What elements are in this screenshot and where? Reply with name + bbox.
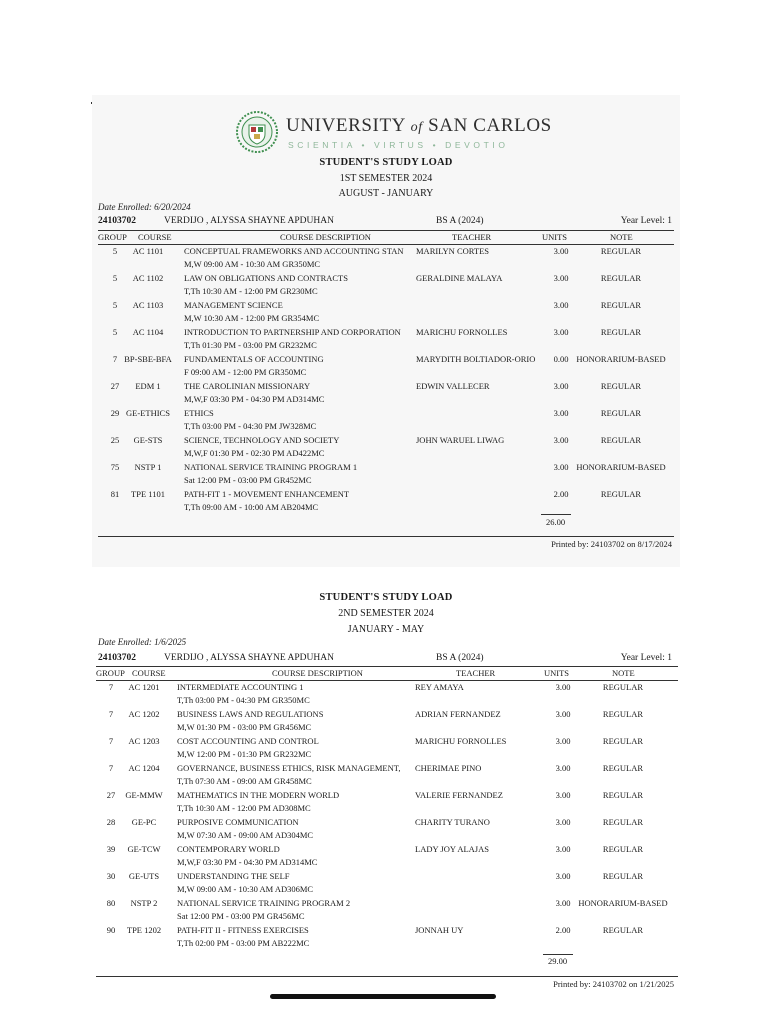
course-code: AC 1202 [128, 709, 160, 719]
course-note: REGULAR [602, 817, 644, 827]
course-note: HONORARIUM-BASED [578, 898, 668, 908]
course-description: ETHICS [184, 408, 214, 418]
course-group: 7 [108, 763, 114, 773]
course-code: AC 1201 [128, 682, 160, 692]
course-units: 3.00 [555, 682, 571, 692]
university-header [92, 111, 680, 155]
course-note: REGULAR [602, 736, 644, 746]
course-row [92, 790, 680, 817]
course-units: 3.00 [553, 273, 569, 283]
course-note: REGULAR [602, 790, 644, 800]
course-group: 5 [112, 300, 118, 310]
course-units: 3.00 [555, 844, 571, 854]
course-note: HONORARIUM-BASED [576, 354, 666, 364]
university-seal-icon [236, 111, 278, 153]
course-row [92, 300, 680, 327]
course-teacher: MARICHU FORNOLLES [415, 736, 507, 746]
course-code: GE-UTS [128, 871, 160, 881]
course-group: 25 [110, 435, 120, 445]
course-row [92, 435, 680, 462]
course-note: REGULAR [600, 381, 642, 391]
course-code: AC 1203 [128, 736, 160, 746]
course-teacher: JONNAH UY [415, 925, 464, 935]
program: BS A (2024) [436, 653, 484, 663]
student-info [98, 653, 672, 667]
study-load-2nd-semester [92, 578, 680, 998]
course-teacher: EDWIN VALLECER [416, 381, 490, 391]
course-code: GE-ETHICS [126, 408, 170, 418]
course-row [92, 273, 680, 300]
course-description: COST ACCOUNTING AND CONTROL [177, 736, 319, 746]
period-label: JANUARY - MAY [347, 624, 425, 635]
course-note: REGULAR [602, 871, 644, 881]
course-group: 5 [112, 273, 118, 283]
course-description: LAW ON OBLIGATIONS AND CONTRACTS [184, 273, 348, 283]
document-title: STUDENT'S STUDY LOAD [319, 157, 453, 168]
course-row [92, 354, 680, 381]
course-schedule: T,Th 03:00 PM - 04:30 PM JW328MC [184, 421, 317, 431]
course-teacher: MARILYN CORTES [416, 246, 490, 256]
date-enrolled: Date Enrolled: 6/20/2024 [98, 202, 191, 212]
course-description: PURPOSIVE COMMUNICATION [177, 817, 299, 827]
course-note: REGULAR [600, 246, 642, 256]
semester-label: 2ND SEMESTER 2024 [338, 608, 434, 619]
course-code: TPE 1101 [131, 489, 165, 499]
col-teacher: TEACHER [456, 668, 496, 678]
course-row [92, 489, 680, 516]
course-code: GE-MMW [125, 790, 163, 800]
course-description: GOVERNANCE, BUSINESS ETHICS, RISK MANAGEMENT, [177, 763, 401, 773]
course-list [92, 682, 680, 952]
col-units: UNITS [542, 232, 568, 242]
course-group: 80 [106, 898, 116, 908]
course-group: 90 [106, 925, 116, 935]
course-note: REGULAR [600, 273, 642, 283]
course-code: GE-TCW [127, 844, 161, 854]
course-description: THE CAROLINIAN MISSIONARY [184, 381, 311, 391]
course-schedule: M,W 01:30 PM - 03:00 PM GR456MC [177, 722, 312, 732]
period-label: AUGUST - JANUARY [338, 188, 434, 199]
course-units: 3.00 [553, 408, 569, 418]
course-description: UNDERSTANDING THE SELF [177, 871, 290, 881]
course-description: BUSINESS LAWS AND REGULATIONS [177, 709, 324, 719]
student-id: 24103702 [98, 216, 136, 226]
course-note: REGULAR [602, 844, 644, 854]
col-units: UNITS [544, 668, 570, 678]
course-note: REGULAR [600, 435, 642, 445]
course-row [92, 381, 680, 408]
year-level: Year Level: 1 [620, 653, 672, 663]
year-level: Year Level: 1 [620, 216, 672, 226]
course-units: 3.00 [555, 790, 571, 800]
course-teacher: REY AMAYA [415, 682, 464, 692]
course-row [92, 709, 680, 736]
footer-rule [96, 976, 678, 977]
header-rule-top [98, 230, 674, 231]
course-row [92, 736, 680, 763]
col-group: GROUP [96, 668, 125, 678]
course-group: 7 [108, 709, 114, 719]
course-code: AC 1204 [128, 763, 160, 773]
document-title: STUDENT'S STUDY LOAD [319, 592, 453, 603]
program: BS A (2024) [436, 216, 484, 226]
col-note: NOTE [610, 232, 633, 242]
course-row [92, 682, 680, 709]
course-note: HONORARIUM-BASED [576, 462, 666, 472]
course-row [92, 871, 680, 898]
student-name: VERDIJO , ALYSSA SHAYNE APDUHAN [164, 653, 334, 663]
course-row [92, 844, 680, 871]
course-schedule: T,Th 10:30 AM - 12:00 PM GR230MC [184, 286, 318, 296]
course-schedule: M,W 09:00 AM - 10:30 AM AD306MC [177, 884, 314, 894]
study-load-1st-semester [92, 95, 680, 567]
course-teacher: CHARITY TURANO [415, 817, 490, 827]
course-teacher: GERALDINE MALAYA [416, 273, 503, 283]
course-description: CONCEPTUAL FRAMEWORKS AND ACCOUNTING STAN [184, 246, 404, 256]
course-units: 2.00 [553, 489, 569, 499]
date-enrolled: Date Enrolled: 1/6/2025 [98, 637, 187, 647]
table-header [92, 232, 680, 244]
col-group: GROUP [98, 232, 127, 242]
course-code: BP-SBE-BFA [124, 354, 172, 364]
header-rule-bottom [96, 680, 678, 681]
course-units: 3.00 [555, 898, 571, 908]
col-course: COURSE [138, 232, 172, 242]
footer-rule [98, 536, 674, 537]
course-note: REGULAR [602, 925, 644, 935]
course-teacher: LADY JOY ALAJAS [415, 844, 489, 854]
printed-by: Printed by: 24103702 on 8/17/2024 [551, 539, 672, 549]
course-note: REGULAR [602, 682, 644, 692]
course-note: REGULAR [602, 709, 644, 719]
course-description: MATHEMATICS IN THE MODERN WORLD [177, 790, 340, 800]
course-note: REGULAR [600, 408, 642, 418]
course-group: 7 [108, 736, 114, 746]
course-note: REGULAR [600, 327, 642, 337]
header-rule-top [96, 666, 678, 667]
course-schedule: T,Th 01:30 PM - 03:00 PM GR232MC [184, 340, 317, 350]
course-units: 3.00 [553, 381, 569, 391]
total-units: 26.00 [546, 517, 566, 527]
course-units: 0.00 [553, 354, 569, 364]
course-group: 75 [110, 462, 120, 472]
course-schedule: M,W 09:00 AM - 10:30 AM GR350MC [184, 259, 321, 269]
course-code: NSTP 2 [130, 898, 158, 908]
course-row [92, 246, 680, 273]
col-teacher: TEACHER [452, 232, 492, 242]
course-note: REGULAR [602, 763, 644, 773]
course-schedule: T,Th 10:30 AM - 12:00 PM AD308MC [177, 803, 311, 813]
course-list [92, 246, 680, 516]
course-description: CONTEMPORARY WORLD [177, 844, 280, 854]
student-id: 24103702 [98, 653, 136, 663]
course-description: NATIONAL SERVICE TRAINING PROGRAM 2 [177, 898, 351, 908]
course-group: 29 [110, 408, 120, 418]
course-row [92, 763, 680, 790]
course-schedule: M,W 12:00 PM - 01:30 PM GR232MC [177, 749, 312, 759]
course-description: MANAGEMENT SCIENCE [184, 300, 283, 310]
course-code: AC 1104 [132, 327, 164, 337]
course-teacher: JOHN WARUEL LIWAG [416, 435, 505, 445]
course-teacher: MARYDITH BOLTIADOR-ORIO [416, 354, 536, 364]
course-group: 30 [106, 871, 116, 881]
course-row [92, 327, 680, 354]
course-note: REGULAR [600, 489, 642, 499]
university-motto: SCIENTIA • VIRTUS • DEVOTIO [288, 140, 509, 150]
course-schedule: T,Th 09:00 AM - 10:00 AM AB204MC [184, 502, 319, 512]
course-description: INTERMEDIATE ACCOUNTING 1 [177, 682, 304, 692]
course-note: REGULAR [600, 300, 642, 310]
header-rule-bottom [98, 244, 674, 245]
course-code: EDM 1 [135, 381, 161, 391]
student-info [98, 216, 672, 230]
course-code: GE-PC [131, 817, 157, 827]
course-schedule: M,W,F 03:30 PM - 04:30 PM AD314MC [177, 857, 318, 867]
course-row [92, 408, 680, 435]
course-units: 3.00 [555, 871, 571, 881]
university-name: UNIVERSITY of SAN CARLOS [286, 115, 552, 136]
course-units: 3.00 [553, 435, 569, 445]
course-description: NATIONAL SERVICE TRAINING PROGRAM 1 [184, 462, 358, 472]
col-description: COURSE DESCRIPTION [280, 232, 371, 242]
course-code: AC 1101 [132, 246, 164, 256]
course-description: PATH-FIT 1 - MOVEMENT ENHANCEMENT [184, 489, 350, 499]
course-code: GE-STS [133, 435, 163, 445]
semester-label: 1ST SEMESTER 2024 [339, 173, 433, 184]
course-group: 28 [106, 817, 116, 827]
course-schedule: T,Th 07:30 AM - 09:00 AM GR458MC [177, 776, 312, 786]
total-underline [541, 514, 571, 515]
course-units: 3.00 [553, 327, 569, 337]
total-underline [543, 954, 573, 955]
course-code: AC 1102 [132, 273, 164, 283]
course-row [92, 898, 680, 925]
total-units: 29.00 [548, 956, 568, 966]
course-group: 7 [112, 354, 118, 364]
course-group: 39 [106, 844, 116, 854]
course-units: 3.00 [553, 300, 569, 310]
course-schedule: M,W,F 03:30 PM - 04:30 PM AD314MC [184, 394, 325, 404]
col-course: COURSE [132, 668, 166, 678]
course-teacher: MARICHU FORNOLLES [416, 327, 508, 337]
course-row [92, 462, 680, 489]
col-note: NOTE [612, 668, 635, 678]
course-schedule: M,W,F 01:30 PM - 02:30 PM AD422MC [184, 448, 325, 458]
course-code: TPE 1202 [126, 925, 162, 935]
course-schedule: T,Th 03:00 PM - 04:30 PM GR350MC [177, 695, 310, 705]
course-units: 3.00 [555, 817, 571, 827]
course-group: 5 [112, 246, 118, 256]
course-description: SCIENCE, TECHNOLOGY AND SOCIETY [184, 435, 340, 445]
course-schedule: M,W 07:30 AM - 09:00 AM AD304MC [177, 830, 314, 840]
course-units: 3.00 [553, 246, 569, 256]
course-units: 3.00 [555, 763, 571, 773]
printed-by: Printed by: 24103702 on 1/21/2025 [553, 979, 674, 989]
course-code: AC 1103 [132, 300, 164, 310]
course-units: 3.00 [555, 709, 571, 719]
course-schedule: T,Th 02:00 PM - 03:00 PM AB222MC [177, 938, 310, 948]
home-indicator[interactable] [270, 994, 496, 999]
course-group: 5 [112, 327, 118, 337]
course-description: INTRODUCTION TO PARTNERSHIP AND CORPORATION [184, 327, 401, 337]
course-group: 7 [108, 682, 114, 692]
course-schedule: Sat 12:00 PM - 03:00 PM GR452MC [184, 475, 312, 485]
course-units: 3.00 [553, 462, 569, 472]
course-schedule: Sat 12:00 PM - 03:00 PM GR456MC [177, 911, 305, 921]
course-units: 3.00 [555, 736, 571, 746]
course-group: 27 [110, 381, 120, 391]
course-description: FUNDAMENTALS OF ACCOUNTING [184, 354, 324, 364]
course-schedule: M,W 10:30 AM - 12:00 PM GR354MC [184, 313, 320, 323]
table-header [92, 668, 680, 680]
course-teacher: ADRIAN FERNANDEZ [415, 709, 501, 719]
course-row [92, 817, 680, 844]
course-schedule: F 09:00 AM - 12:00 PM GR350MC [184, 367, 307, 377]
course-group: 27 [106, 790, 116, 800]
course-row [92, 925, 680, 952]
course-description: PATH-FIT II - FITNESS EXERCISES [177, 925, 309, 935]
course-teacher: CHERIMAE PINO [415, 763, 482, 773]
course-code: NSTP 1 [134, 462, 162, 472]
course-group: 81 [110, 489, 120, 499]
course-units: 2.00 [555, 925, 571, 935]
student-name: VERDIJO , ALYSSA SHAYNE APDUHAN [164, 216, 334, 226]
col-description: COURSE DESCRIPTION [272, 668, 363, 678]
course-teacher: VALERIE FERNANDEZ [415, 790, 503, 800]
